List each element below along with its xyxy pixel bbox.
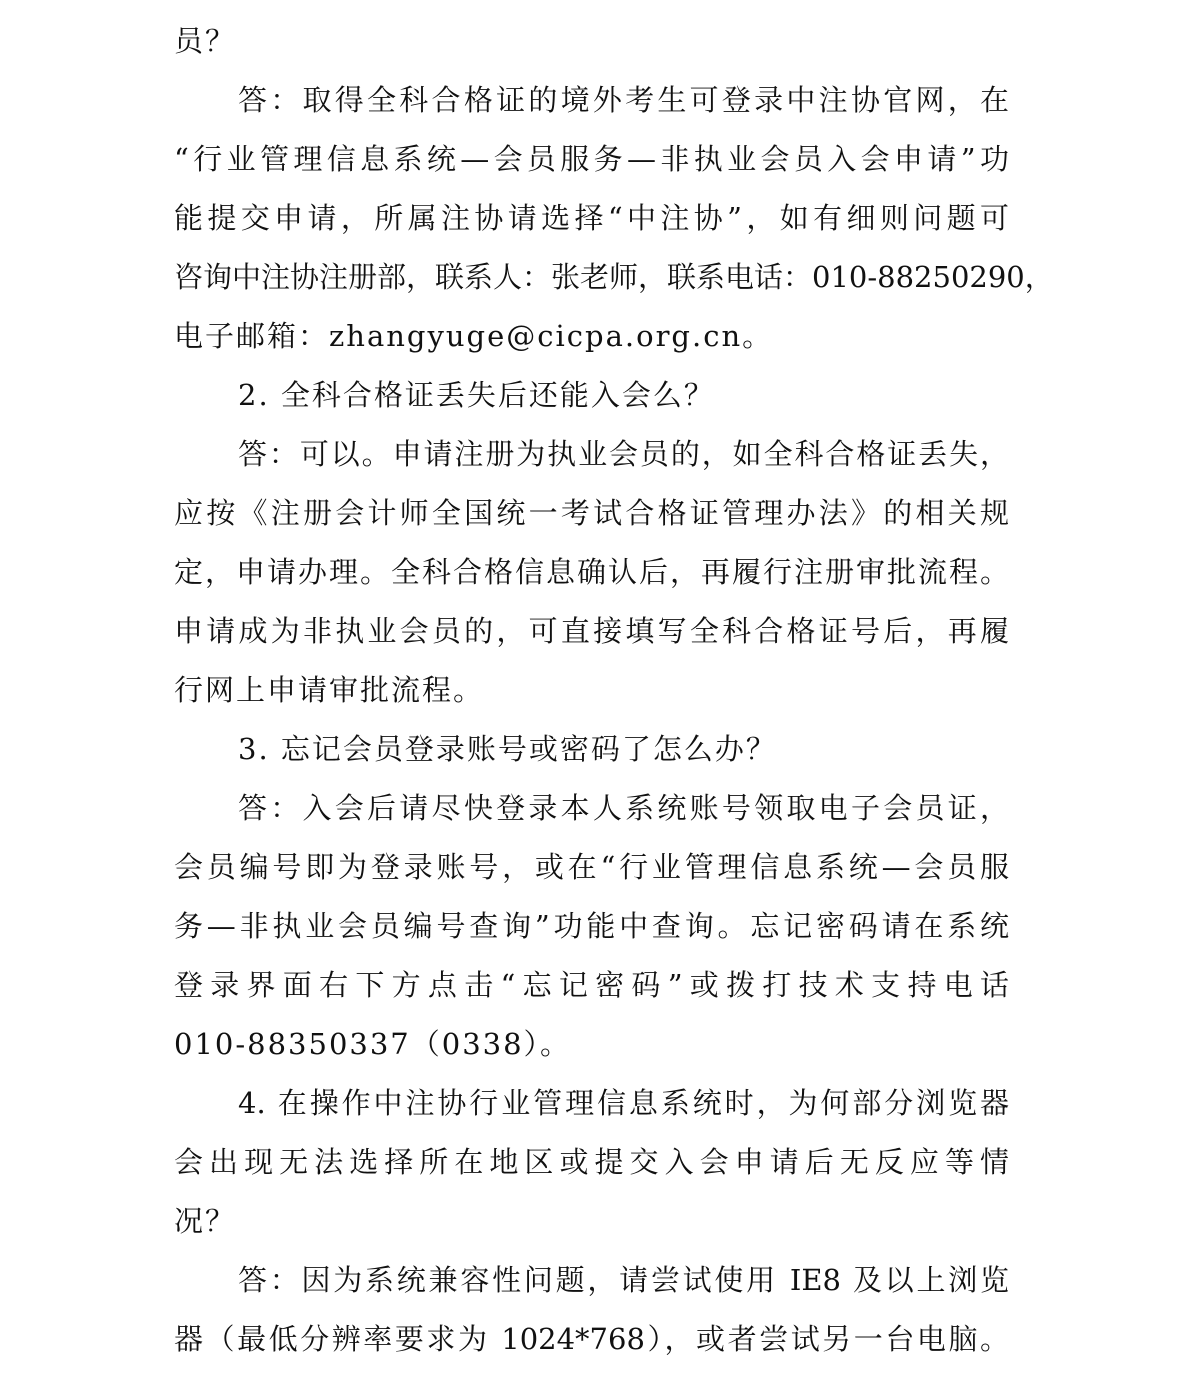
answer-2-line-4: 申请成为非执业会员的，可直接填写全科合格证号后，再履 — [174, 614, 1009, 648]
answer-1-line-1: 答：取得全科合格证的境外考生可登录中注协官网，在 — [238, 83, 1009, 117]
answer-1-line-2: “行业管理信息系统—会员服务—非执业会员入会申请”功 — [174, 142, 1009, 176]
answer-3-line-2: 会员编号即为登录账号，或在“行业管理信息系统—会员服 — [174, 850, 1009, 884]
answer-3-line-4: 登录界面右下方点击“忘记密码”或拨打技术支持电话 — [174, 968, 1009, 1002]
answer-4-line-1: 答：因为系统兼容性问题，请尝试使用 IE8 及以上浏览 — [238, 1263, 1009, 1297]
answer-4-line-2: 器（最低分辨率要求为 1024*768），或者尝试另一台电脑。 — [174, 1322, 1009, 1356]
question-3: 3. 忘记会员登录账号或密码了怎么办？ — [238, 732, 777, 766]
answer-2-line-2: 应按《注册会计师全国统一考试合格证管理办法》的相关规 — [174, 496, 1009, 530]
answer-2-line-1: 答：可以。申请注册为执业会员的，如全科合格证丢失， — [238, 437, 1009, 471]
answer-1-line-3: 能提交申请，所属注协请选择“中注协”，如有细则问题可 — [174, 201, 1009, 235]
text-line-1: 员？ — [174, 24, 237, 58]
answer-3-line-3: 务—非执业会员编号查询”功能中查询。忘记密码请在系统 — [174, 909, 1009, 943]
answer-2-line-5: 行网上申请审批流程。 — [174, 673, 485, 707]
answer-3-line-1: 答：入会后请尽快登录本人系统账号领取电子会员证， — [238, 791, 1009, 825]
answer-1-line-5: 电子邮箱：zhangyuge@cicpa.org.cn。 — [174, 319, 774, 353]
answer-1-line-4: 咨询中注协注册部，联系人：张老师，联系电话：010-88250290， — [174, 260, 1054, 294]
question-4-line-2: 会出现无法选择所在地区或提交入会申请后无反应等情 — [174, 1145, 1009, 1179]
answer-2-line-3: 定，申请办理。全科合格信息确认后，再履行注册审批流程。 — [174, 555, 1009, 589]
question-4-line-3: 况？ — [174, 1204, 237, 1238]
answer-3-line-5: 010-88350337（0338）。 — [174, 1027, 572, 1061]
question-4-line-1: 4. 在操作中注协行业管理信息系统时，为何部分浏览器 — [238, 1086, 1009, 1120]
document-page — [174, 12, 1054, 1369]
question-2: 2. 全科合格证丢失后还能入会么？ — [238, 378, 715, 412]
